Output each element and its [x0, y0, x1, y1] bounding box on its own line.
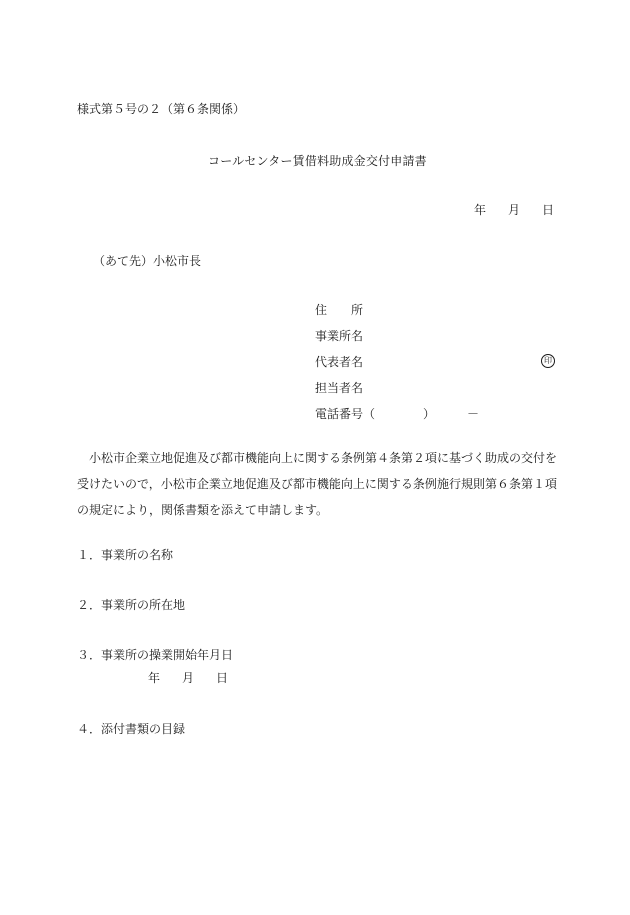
address-label: 住 所 — [315, 303, 364, 317]
start-year-label: 年 — [148, 671, 161, 685]
document-title: コールセンター賃借料助成金交付申請書 — [208, 154, 427, 168]
representative-label: 代表者名 — [315, 355, 364, 369]
date-month-label: 月 — [507, 203, 520, 217]
applicant-block — [315, 302, 555, 432]
start-month-label: 月 — [182, 671, 195, 685]
person-in-charge-label: 担当者名 — [315, 381, 364, 395]
office-name-label: 事業所名 — [315, 329, 364, 343]
addressee: （あて先）小松市長 — [93, 254, 202, 268]
phone-close-paren: ） — [423, 407, 436, 421]
application-statement: 小松市企業立地促進及び都市機能向上に関する条例第４条第２項に基づく助成の交付を受けたいので，小松市企業立地促進及び都市機能向上に関する条例施行規則第６条第１項の規定により，関係書類を添えて申請します。 — [77, 451, 558, 517]
item-office-name: １．事業所の名称 — [77, 548, 174, 562]
date-year-label: 年 — [473, 203, 486, 217]
address-row — [315, 302, 555, 328]
phone-row — [315, 406, 555, 432]
representative-row — [315, 354, 555, 380]
item-operation-start-date: ３．事業所の操業開始年月日 — [77, 648, 234, 662]
person-in-charge-row — [315, 380, 555, 406]
item-attached-documents: ４．添付書類の目録 — [77, 722, 186, 736]
date-day-label: 日 — [541, 203, 554, 217]
office-name-row — [315, 328, 555, 354]
start-day-label: 日 — [216, 671, 229, 685]
item-office-location: ２．事業所の所在地 — [77, 598, 186, 612]
form-number: 様式第５号の２（第６条関係） — [77, 102, 246, 116]
phone-dash: － — [467, 407, 480, 421]
operation-start-date — [148, 669, 228, 686]
application-date — [474, 202, 554, 218]
seal-mark: 印 — [541, 354, 555, 368]
phone-label: 電話番号（ — [315, 407, 376, 421]
